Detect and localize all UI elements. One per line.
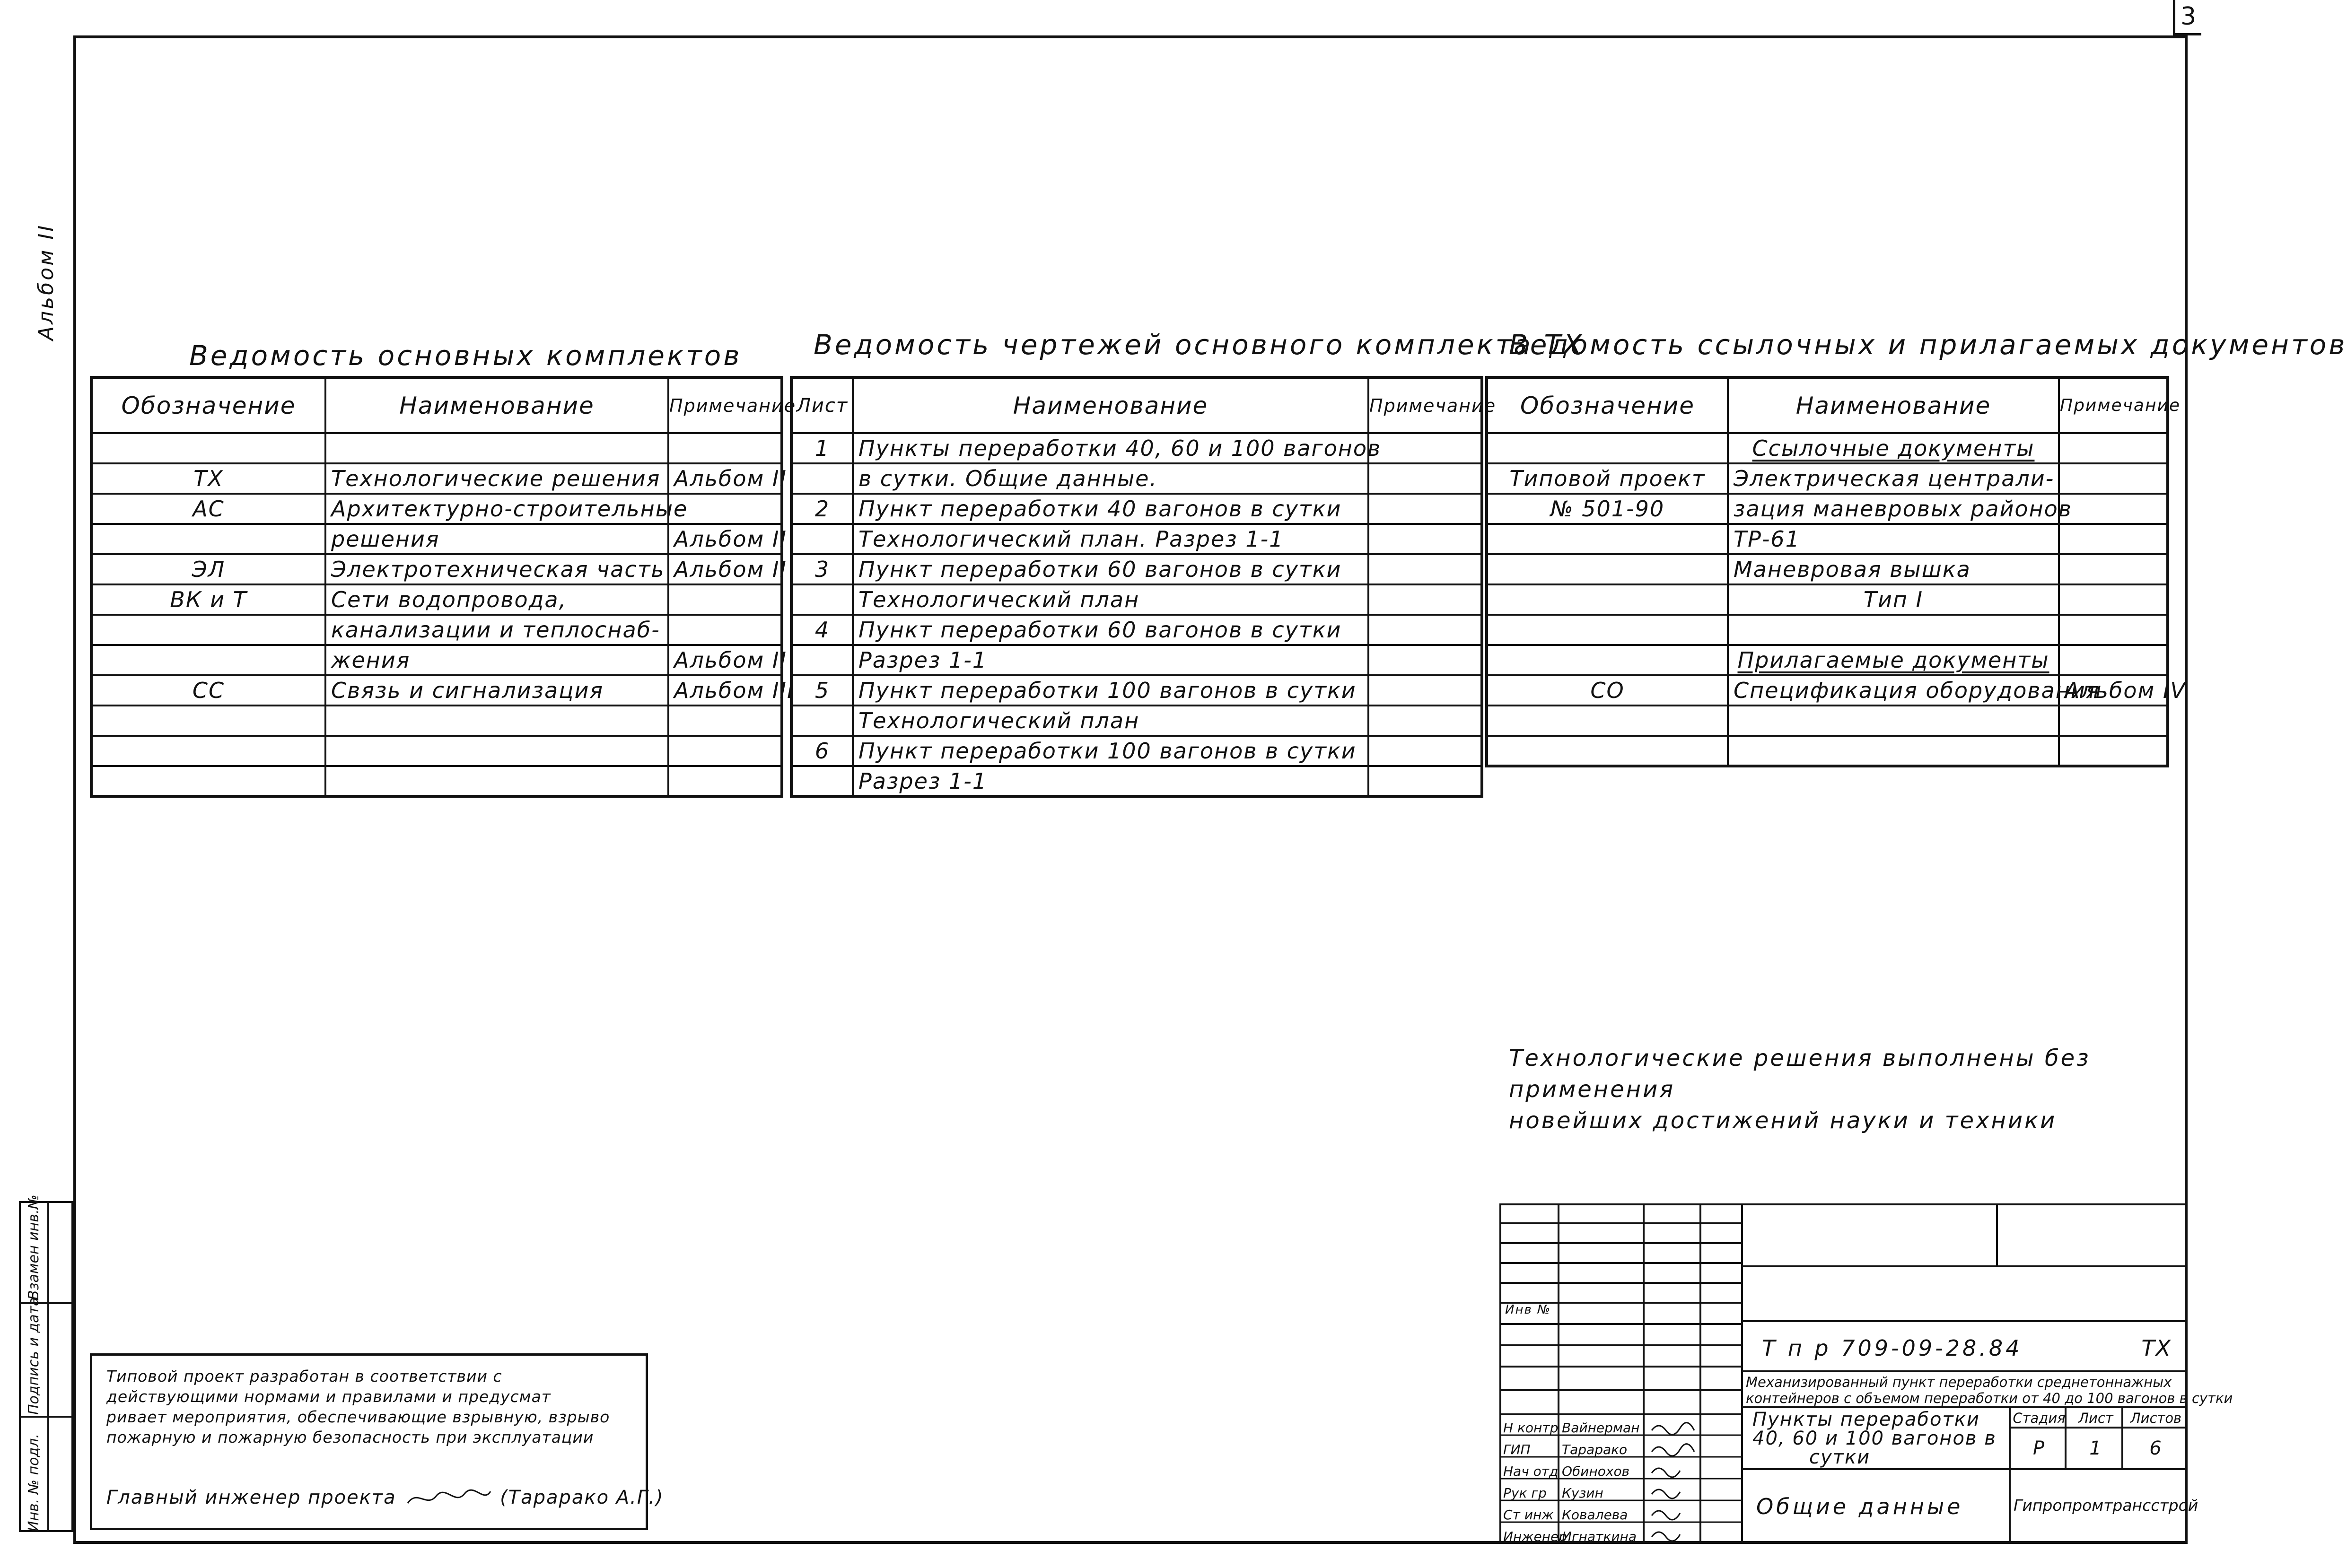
table-row [791, 554, 1482, 584]
section-name: Общие данные [1756, 1494, 1963, 1519]
col-header: Примечание [668, 377, 782, 433]
col-header: Примечание [1368, 377, 1482, 433]
sheet-title [1752, 1410, 1997, 1467]
compliance-line: ривает мероприятия, обеспечивающие взрывную, взрыво [106, 1408, 610, 1426]
cell [2059, 494, 2168, 524]
cell: Разрез 1-1 [853, 645, 1368, 675]
table-row [91, 615, 782, 645]
cell [325, 766, 668, 796]
sheet-value: 1 [2089, 1437, 2102, 1459]
refs-title: Ведомость ссылочных и прилагаемых документов [1509, 329, 2347, 361]
table-row [791, 645, 1482, 675]
strip-label-inv: Инв. № подл. [26, 1434, 42, 1532]
sheet-label: Лист [2078, 1410, 2113, 1426]
table-row [791, 524, 1482, 554]
table-row [1487, 554, 2168, 584]
cell [1487, 584, 1728, 615]
tech-note-line: Технологические решения выполнены без применения [1509, 1045, 2091, 1103]
project-name [1746, 1374, 2233, 1406]
col-header: Лист [791, 377, 853, 433]
cell [2059, 433, 2168, 463]
cell: 5 [791, 675, 853, 706]
cell: 4 [791, 615, 853, 645]
strip-label-signature: Подпись и дата [26, 1297, 42, 1415]
table-row [791, 463, 1482, 494]
cell: СО [1487, 675, 1728, 706]
col-header: Наименование [1728, 377, 2059, 433]
cell: Технологический план. Разрез 1-1 [853, 524, 1368, 554]
cell [2059, 554, 2168, 584]
cell [1728, 706, 2059, 736]
cell [1487, 615, 1728, 645]
signer-line [106, 1484, 664, 1513]
table-row [91, 766, 782, 796]
cell: 6 [791, 736, 853, 766]
cell: ТР-61 [1728, 524, 2059, 554]
staff-table [1499, 1413, 1743, 1544]
cell [1368, 706, 1482, 736]
table-row [791, 675, 1482, 706]
table-row [791, 494, 1482, 524]
staff-role: Ст инж [1503, 1507, 1554, 1523]
table-row [91, 494, 782, 524]
staff-name: Ковалева [1562, 1507, 1628, 1523]
table-row [91, 554, 782, 584]
org-name: Гипропромтрансстрой [2014, 1496, 2198, 1515]
signature-mark [403, 1484, 493, 1513]
staff-names [1562, 1417, 1639, 1548]
cell [1487, 645, 1728, 675]
staff-name: Тарарако [1562, 1442, 1628, 1457]
table-row [91, 706, 782, 736]
doc-mark: ТХ [2141, 1335, 2172, 1361]
cell [1487, 706, 1728, 736]
table-row [1487, 615, 2168, 645]
table-row [791, 736, 1482, 766]
cell [325, 736, 668, 766]
cell [1368, 766, 1482, 796]
staff-role: ГИП [1503, 1442, 1531, 1457]
cell [91, 645, 325, 675]
stamp-top-right-cell [1996, 1203, 2188, 1267]
table-row [1487, 706, 2168, 736]
cell: Связь и сигнализация [325, 675, 668, 706]
cell: ЭЛ [91, 554, 325, 584]
table-row [91, 433, 782, 463]
cell [791, 524, 853, 554]
staff-signatures [1647, 1416, 1699, 1544]
cell [668, 736, 782, 766]
sheet-title-line: Пункты переработки [1752, 1409, 1980, 1430]
staff-roles [1503, 1417, 1567, 1548]
compliance-text [106, 1366, 610, 1447]
cell [91, 766, 325, 796]
code-cell [1741, 1320, 2188, 1372]
tech-note [1509, 1043, 2201, 1136]
doc-code: Т п р 709-09-28.84 [1762, 1335, 2023, 1361]
cell: 3 [791, 554, 853, 584]
cell [2059, 584, 2168, 615]
table-row [1487, 645, 2168, 675]
table-row [1487, 736, 2168, 766]
sheet-title-cell [1741, 1406, 2011, 1470]
cell [1368, 524, 1482, 554]
cell [1487, 736, 1728, 766]
table-row [791, 766, 1482, 796]
sheet-title-line: сутки [1809, 1446, 1871, 1468]
cell: Пункт переработки 60 вагонов в сутки [853, 554, 1368, 584]
cell: канализации и теплоснаб- [325, 615, 668, 645]
col-header: Наименование [853, 377, 1368, 433]
cell [325, 706, 668, 736]
cell: жения [325, 645, 668, 675]
table-row [791, 615, 1482, 645]
cell: Прилагаемые документы [1728, 645, 2059, 675]
cell [1368, 494, 1482, 524]
table-row [91, 463, 782, 494]
signer-name: (Тарарако А.Г.) [500, 1487, 664, 1508]
cell [1368, 433, 1482, 463]
table-row [1487, 433, 2168, 463]
cell: Альбом II [668, 554, 782, 584]
stage-cell [2009, 1406, 2188, 1470]
cell: Пункт переработки 60 вагонов в сутки [853, 615, 1368, 645]
cell: Альбом II [668, 645, 782, 675]
cell: АС [91, 494, 325, 524]
cell [791, 706, 853, 736]
cell [2059, 736, 2168, 766]
cell: Ссылочные документы [1728, 433, 2059, 463]
stamp-blank-cell [1741, 1265, 2188, 1322]
cell: Пункт переработки 40 вагонов в сутки [853, 494, 1368, 524]
cell [1368, 645, 1482, 675]
album-side-label: Альбом II [34, 223, 58, 340]
sheet-number-box [2173, 0, 2201, 35]
cell [668, 433, 782, 463]
stage-label: Стадия [2013, 1410, 2066, 1426]
cell [91, 433, 325, 463]
cell [91, 706, 325, 736]
cell: Маневровая вышка [1728, 554, 2059, 584]
sheets-label: Листов [2130, 1410, 2182, 1426]
staff-name: Игнаткина [1562, 1529, 1637, 1544]
cell: Альбом II [668, 463, 782, 494]
table-row [91, 524, 782, 554]
cell [668, 766, 782, 796]
cell [91, 615, 325, 645]
col-header: Обозначение [91, 377, 325, 433]
cell [1368, 615, 1482, 645]
staff-role: Рук гр [1503, 1485, 1547, 1501]
staff-role: Н контр [1503, 1420, 1559, 1436]
cell [2059, 706, 2168, 736]
refs-table [1485, 376, 2186, 767]
cell [91, 736, 325, 766]
table-header-row [791, 377, 1482, 433]
compliance-line: пожарную и пожарную безопасность при эксплуатации [106, 1428, 594, 1446]
cell [325, 433, 668, 463]
cell [791, 584, 853, 615]
cell [668, 706, 782, 736]
tech-note-line: новейших достижений науки и техники [1509, 1107, 2057, 1134]
cell: Пункт переработки 100 вагонов в сутки [853, 675, 1368, 706]
table-row [1487, 494, 2168, 524]
cell: Разрез 1-1 [853, 766, 1368, 796]
cell: Электротехническая часть [325, 554, 668, 584]
cell: Технологический план [853, 584, 1368, 615]
table-row [91, 645, 782, 675]
cell [1487, 554, 1728, 584]
col-header: Наименование [325, 377, 668, 433]
cell: Типовой проект [1487, 463, 1728, 494]
table-row [1487, 463, 2168, 494]
sheets-value: 6 [2149, 1437, 2163, 1459]
cell: 1 [791, 433, 853, 463]
cell: Технологический план [853, 706, 1368, 736]
stage-value: Р [2032, 1437, 2046, 1459]
cell [1487, 524, 1728, 554]
project-line: Механизированный пункт переработки среднетоннажных [1746, 1374, 2172, 1390]
cell: в сутки. Общие данные. [853, 463, 1368, 494]
cell [1368, 675, 1482, 706]
cell [1368, 554, 1482, 584]
cell [1728, 736, 2059, 766]
compliance-line: действующими нормами и правилами и предусмат [106, 1387, 552, 1406]
cell: СС [91, 675, 325, 706]
table-row [1487, 524, 2168, 554]
sheet-number: 3 [2180, 2, 2197, 31]
cell [791, 645, 853, 675]
cell: Сети водопровода, [325, 584, 668, 615]
cell: Технологические решения [325, 463, 668, 494]
cell [1368, 463, 1482, 494]
staff-role: Нач отд [1503, 1463, 1559, 1479]
project-cell [1741, 1370, 2233, 1408]
table-row [791, 433, 1482, 463]
cell: Электрическая централи- [1728, 463, 2059, 494]
cell: Альбом III [668, 675, 782, 706]
table-row [91, 584, 782, 615]
left-strip [19, 1194, 73, 1532]
cell [2059, 524, 2168, 554]
table-header-row [1487, 377, 2168, 433]
cell: 2 [791, 494, 853, 524]
staff-role: Инженер [1503, 1529, 1568, 1544]
col-header: Обозначение [1487, 377, 1728, 433]
main-sets-title: Ведомость основных комплектов [189, 340, 742, 372]
cell: Пункты переработки 40, 60 и 100 вагонов [853, 433, 1368, 463]
inv-label: Инв № [1505, 1303, 1551, 1317]
staff-name: Кузин [1562, 1485, 1603, 1501]
table-row [91, 736, 782, 766]
col-header: Примечание [2059, 377, 2168, 433]
table-row [91, 675, 782, 706]
cell [668, 615, 782, 645]
drawings-table [790, 376, 1497, 798]
cell: зация маневровых районов [1728, 494, 2059, 524]
cell [2059, 645, 2168, 675]
cell: решения [325, 524, 668, 554]
drawings-title: Ведомость чертежей основного комплекта ТХ [814, 329, 1585, 361]
revision-grid [1499, 1203, 1743, 1415]
cell: Тип I [1728, 584, 2059, 615]
cell [791, 766, 853, 796]
cell: ТХ [91, 463, 325, 494]
cell: № 501-90 [1487, 494, 1728, 524]
compliance-box [90, 1353, 664, 1530]
org-cell [2009, 1468, 2198, 1544]
compliance-line: Типовой проект разработан в соответствии с [106, 1367, 502, 1385]
cell: ВК и Т [91, 584, 325, 615]
cell: Архитектурно-строительные [325, 494, 668, 524]
strip-label-replace: Взамен инв.№ [26, 1194, 42, 1300]
signer-label: Главный инженер проекта [106, 1487, 396, 1508]
staff-name: Вайнерман [1562, 1420, 1640, 1436]
cell [1368, 584, 1482, 615]
staff-name: Обинохов [1562, 1463, 1630, 1479]
cell [1487, 433, 1728, 463]
cell [2059, 615, 2168, 645]
section-cell [1741, 1468, 2011, 1544]
table-row [1487, 675, 2168, 706]
main-sets-table [90, 376, 797, 798]
cell [668, 584, 782, 615]
title-block [1499, 1203, 2233, 1544]
project-line: контейнеров с объемом переработки от 40 до 100 вагонов в сутки [1746, 1390, 2233, 1406]
cell [1728, 615, 2059, 645]
table-row [791, 706, 1482, 736]
table-row [1487, 584, 2168, 615]
sheet-title-line: 40, 60 и 100 вагонов в [1752, 1428, 1997, 1449]
cell [2059, 463, 2168, 494]
cell [1368, 736, 1482, 766]
cell: Альбом IV [2059, 675, 2168, 706]
cell: Пункт переработки 100 вагонов в сутки [853, 736, 1368, 766]
cell [791, 463, 853, 494]
cell: Альбом II [668, 524, 782, 554]
cell [91, 524, 325, 554]
table-header-row [91, 377, 782, 433]
cell: Спецификация оборудования [1728, 675, 2059, 706]
table-row [791, 584, 1482, 615]
